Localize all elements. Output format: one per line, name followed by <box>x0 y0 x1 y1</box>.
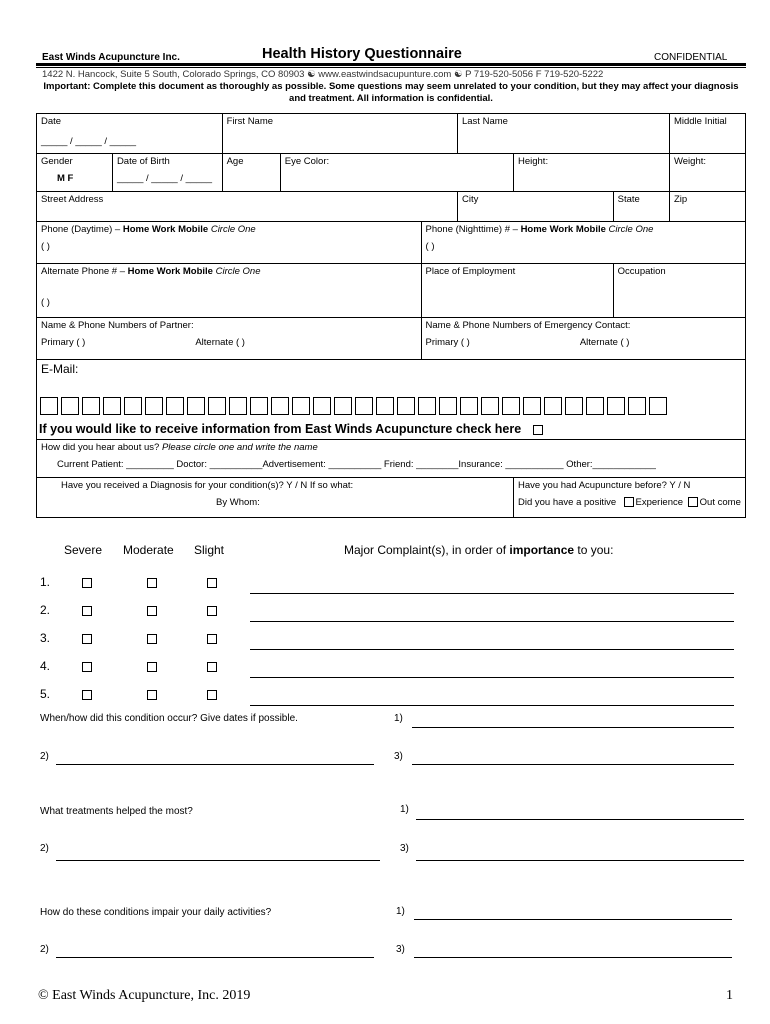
receive-info <box>39 422 545 436</box>
address-line: 1422 N. Hancock, Suite 5 South, Colorado Springs, CO 80903 ☯ www.eastwindsacupunture.com ☯ P 719-520-5056 F 719-520-5222 <box>42 69 604 80</box>
first-name-label: First Name <box>226 116 274 127</box>
important-notice: Important: Complete this document as thoroughly as possible. Some questions may seem unrelated to your condition, but they may affect your diagnosis and treatment. All information is confidential. <box>43 81 739 104</box>
moderate-header: Moderate <box>123 543 174 557</box>
complaint-number: 3. <box>40 631 51 645</box>
complaint-line[interactable] <box>250 677 734 678</box>
slight-checkbox[interactable] <box>207 606 217 616</box>
eye-color-label: Eye Color: <box>284 156 330 167</box>
impair-answer-2-line[interactable] <box>56 957 374 958</box>
hear-about-options[interactable]: Current Patient: _________ Doctor: __________Advertisement: __________ Friend: ________Insurance: ___________ Other:____________ <box>57 459 656 470</box>
diagnosis-field[interactable] <box>37 478 514 518</box>
complaint-line[interactable] <box>250 705 734 706</box>
complaint-number: 1. <box>40 575 51 589</box>
zip-field[interactable] <box>669 192 745 222</box>
phone-day-blank[interactable]: ( ) <box>41 241 50 252</box>
impair-question: How do these conditions impair your daily activities? <box>40 907 272 918</box>
email-char-box[interactable] <box>502 397 520 415</box>
state-field[interactable] <box>613 192 669 222</box>
slight-checkbox[interactable] <box>207 634 217 644</box>
acupuncture-before-label: Have you had Acupuncture before? Y / N <box>517 480 691 491</box>
last-name-field[interactable] <box>457 114 669 134</box>
when-answer-1-line[interactable] <box>412 727 734 728</box>
page-number: 1 <box>726 988 733 1003</box>
confidential-label: CONFIDENTIAL <box>654 52 728 63</box>
when-answer-3-num: 3) <box>394 751 403 762</box>
treatments-answer-2-num: 2) <box>40 843 49 854</box>
email-char-box[interactable] <box>292 397 310 415</box>
partner-field[interactable] <box>37 318 422 360</box>
height-label: Height: <box>517 156 549 167</box>
gender-label: Gender <box>41 156 73 167</box>
email-char-box[interactable] <box>61 397 79 415</box>
phone-day-label: Phone (Daytime) – <box>41 224 123 235</box>
outcome-checkbox[interactable] <box>688 497 698 507</box>
email-char-box[interactable] <box>460 397 478 415</box>
slight-checkbox[interactable] <box>207 662 217 672</box>
treatments-answer-1-line[interactable] <box>416 819 744 820</box>
patient-info-table <box>36 113 746 518</box>
impair-answer-3-line[interactable] <box>414 957 732 958</box>
experience-label: Experience <box>635 497 684 508</box>
email-char-box[interactable] <box>628 397 646 415</box>
dob-label: Date of Birth <box>116 156 170 167</box>
employment-field[interactable] <box>421 264 613 318</box>
emergency-label: Name & Phone Numbers of Emergency Contact: <box>425 320 631 331</box>
alt-phone-blank[interactable]: ( ) <box>41 297 50 308</box>
treatments-answer-2-line[interactable] <box>56 860 380 861</box>
circle-one-note: Circle One <box>215 266 261 277</box>
phone-day-field[interactable] <box>37 222 422 264</box>
form-title: Health History Questionnaire <box>262 46 462 62</box>
positive-label: Did you have a positive <box>517 497 617 508</box>
when-answer-2-line[interactable] <box>56 764 374 765</box>
receive-info-label: If you would like to receive information from East Winds Acupuncture check here <box>39 422 522 436</box>
partner-label: Name & Phone Numbers of Partner: <box>41 320 194 331</box>
email-char-box[interactable] <box>397 397 415 415</box>
age-label: Age <box>226 156 244 167</box>
circle-one-note: Circle One <box>608 224 654 235</box>
email-char-box[interactable] <box>586 397 604 415</box>
email-char-box[interactable] <box>355 397 373 415</box>
complaint-line[interactable] <box>250 649 734 650</box>
complaint-number: 4. <box>40 659 51 673</box>
phone-night-type[interactable]: Home Work Mobile <box>520 224 606 235</box>
complaint-number: 2. <box>40 603 51 617</box>
treatments-question: What treatments helped the most? <box>40 806 193 817</box>
phone-night-field[interactable] <box>421 222 745 264</box>
email-char-box[interactable] <box>124 397 142 415</box>
complaints-heading: Major Complaint(s), in order of importance to you: <box>344 543 614 557</box>
street-field[interactable] <box>37 192 458 222</box>
email-char-box[interactable] <box>145 397 163 415</box>
moderate-checkbox[interactable] <box>147 690 157 700</box>
impair-answer-2-num: 2) <box>40 944 49 955</box>
slight-checkbox[interactable] <box>207 690 217 700</box>
middle-initial-field[interactable] <box>669 114 745 134</box>
partner-primary[interactable]: Primary ( ) <box>41 337 86 348</box>
date-field[interactable] <box>37 114 223 134</box>
middle-initial-label: Middle Initial <box>673 116 727 127</box>
diagnosis-label: Have you received a Diagnosis for your condition(s)? Y / N If so what: <box>61 480 354 491</box>
slight-header: Slight <box>194 543 225 557</box>
moderate-checkbox[interactable] <box>147 606 157 616</box>
by-whom-label: By Whom: <box>216 497 260 508</box>
alt-phone-label: Alternate Phone # – <box>41 266 128 277</box>
email-char-box[interactable] <box>313 397 331 415</box>
header-rule <box>36 63 746 66</box>
dob-field[interactable] <box>112 154 222 192</box>
gender-options[interactable]: M F <box>57 173 74 184</box>
date-label: Date <box>41 116 62 127</box>
severe-checkbox[interactable] <box>82 634 92 644</box>
email-char-box[interactable] <box>544 397 562 415</box>
weight-label: Weight: <box>673 156 707 167</box>
outcome-label: Out come <box>699 497 741 508</box>
impair-answer-1-line[interactable] <box>414 919 732 920</box>
when-answer-2-num: 2) <box>40 751 49 762</box>
email-char-box[interactable] <box>250 397 268 415</box>
phone-night-blank[interactable]: ( ) <box>425 241 435 252</box>
severe-checkbox[interactable] <box>82 662 92 672</box>
city-label: City <box>461 194 479 205</box>
experience-checkbox[interactable] <box>624 497 634 507</box>
emergency-field[interactable] <box>421 318 745 360</box>
email-char-box[interactable] <box>418 397 436 415</box>
alt-phone-field[interactable] <box>37 264 422 318</box>
company-name: East Winds Acupuncture Inc. <box>42 52 180 63</box>
email-char-box[interactable] <box>103 397 121 415</box>
date-blank[interactable]: _____ / _____ / _____ <box>37 134 223 154</box>
partner-alternate[interactable]: Alternate ( ) <box>195 337 245 348</box>
emergency-alternate[interactable]: Alternate ( ) <box>579 337 630 348</box>
last-name-label: Last Name <box>461 116 508 127</box>
email-char-box[interactable] <box>229 397 247 415</box>
email-label: E-Mail: <box>41 362 79 376</box>
header-rule-thin <box>36 67 746 68</box>
emergency-primary[interactable]: Primary ( ) <box>425 337 470 348</box>
complaint-line[interactable] <box>250 621 734 622</box>
alt-phone-type[interactable]: Home Work Mobile <box>127 266 213 277</box>
hear-about-note: Please circle one and write the name <box>161 442 318 453</box>
email-char-box[interactable] <box>82 397 100 415</box>
email-char-box[interactable] <box>271 397 289 415</box>
moderate-checkbox[interactable] <box>147 662 157 672</box>
complaint-number: 5. <box>40 687 51 701</box>
phone-night-label: Phone (Nighttime) # – <box>425 224 521 235</box>
email-char-box[interactable] <box>439 397 457 415</box>
employment-label: Place of Employment <box>425 266 516 277</box>
email-char-box[interactable] <box>376 397 394 415</box>
circle-one-note: Circle One <box>210 224 256 235</box>
receive-info-checkbox[interactable] <box>533 425 543 435</box>
email-char-box[interactable] <box>40 397 58 415</box>
when-answer-1-num: 1) <box>394 713 403 724</box>
severe-checkbox[interactable] <box>82 578 92 588</box>
occupation-field[interactable] <box>613 264 745 318</box>
impair-answer-3-num: 3) <box>396 944 405 955</box>
impair-answer-1-num: 1) <box>396 906 405 917</box>
email-char-box[interactable] <box>565 397 583 415</box>
weight-field[interactable] <box>669 154 745 192</box>
moderate-checkbox[interactable] <box>147 578 157 588</box>
first-name-field[interactable] <box>222 114 457 134</box>
zip-label: Zip <box>673 194 688 205</box>
phone-day-type[interactable]: Home Work Mobile <box>122 224 209 235</box>
email-char-box[interactable] <box>649 397 667 415</box>
copyright: © East Winds Acupuncture, Inc. 2019 <box>38 988 251 1003</box>
severe-header: Severe <box>64 543 103 557</box>
hear-about-label: How did you hear about us? <box>41 442 162 453</box>
treatments-answer-3-line[interactable] <box>416 860 744 861</box>
treatments-answer-1-num: 1) <box>400 804 409 815</box>
when-question: When/how did this condition occur? Give dates if possible. <box>40 713 298 724</box>
email-boxes[interactable] <box>40 397 667 415</box>
email-char-box[interactable] <box>481 397 499 415</box>
email-char-box[interactable] <box>208 397 226 415</box>
email-char-box[interactable] <box>334 397 352 415</box>
email-char-box[interactable] <box>166 397 184 415</box>
city-field[interactable] <box>457 192 613 222</box>
treatments-answer-3-num: 3) <box>400 843 409 854</box>
severe-checkbox[interactable] <box>82 606 92 616</box>
height-field[interactable] <box>513 154 669 192</box>
state-label: State <box>617 194 640 205</box>
email-char-box[interactable] <box>607 397 625 415</box>
gender-field[interactable] <box>37 154 113 192</box>
street-label: Street Address <box>41 194 104 205</box>
severe-checkbox[interactable] <box>82 690 92 700</box>
dob-blank[interactable]: _____ / _____ / _____ <box>116 173 213 184</box>
slight-checkbox[interactable] <box>207 578 217 588</box>
email-char-box[interactable] <box>187 397 205 415</box>
eye-color-field[interactable] <box>280 154 513 192</box>
age-field[interactable] <box>222 154 280 192</box>
email-char-box[interactable] <box>523 397 541 415</box>
complaint-line[interactable] <box>250 593 734 594</box>
occupation-label: Occupation <box>617 266 666 277</box>
acupuncture-before-field[interactable] <box>513 478 745 518</box>
moderate-checkbox[interactable] <box>147 634 157 644</box>
hear-about-section <box>37 440 746 478</box>
when-answer-3-line[interactable] <box>412 764 734 765</box>
